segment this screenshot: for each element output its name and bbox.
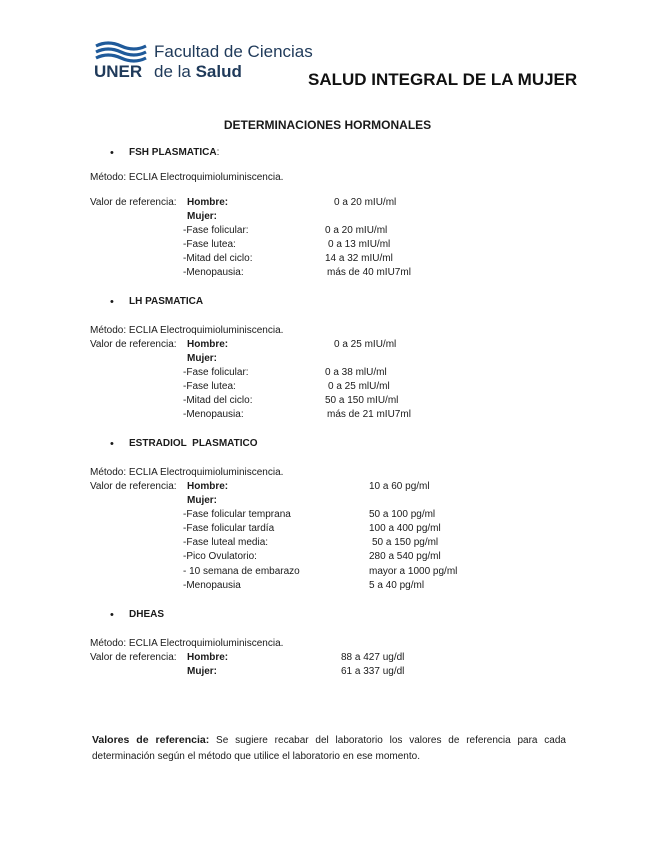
phase-value: 50 a 150 pg/ml <box>372 537 439 548</box>
phase-label: -Menopausia <box>183 580 241 591</box>
phase-value: 5 a 40 pg/ml <box>369 580 425 591</box>
phase-value: 280 a 540 pg/ml <box>369 551 441 562</box>
phase-label: -Fase folicular: <box>183 367 249 378</box>
phase-value: 0 a 38 mlU/ml <box>325 367 387 378</box>
hombre-value: 0 a 20 mIU/ml <box>334 197 397 208</box>
hormone-name-suffix: : <box>216 147 220 158</box>
waves-logo-icon <box>94 40 148 64</box>
bullet-icon: • <box>110 296 114 308</box>
phase-value: 14 a 32 mIU/ml <box>325 253 393 264</box>
reference-note <box>92 732 566 765</box>
mujer-label: Mujer: <box>187 353 217 364</box>
phase-value: 50 a 100 pg/ml <box>369 509 436 520</box>
logo-salud-line <box>154 62 242 82</box>
reference-note-label: Valores de referencia: <box>92 734 210 746</box>
hombre-label: Hombre: <box>187 652 229 663</box>
hombre-value: 0 a 25 mIU/ml <box>334 339 397 350</box>
phase-label: -Fase folicular: <box>183 225 249 236</box>
hormone-heading-dheas: DHEAS <box>129 609 165 620</box>
mujer-value: 61 a 337 ug/dl <box>341 666 405 677</box>
method-label: Método: <box>90 467 127 478</box>
mujer-label: Mujer: <box>187 495 217 506</box>
phase-label: -Pico Ovulatorio: <box>183 551 257 562</box>
phase-label: -Mitad del ciclo: <box>183 395 253 406</box>
hombre-label: Hombre: <box>187 197 229 208</box>
hombre-value: 10 a 60 pg/ml <box>369 481 430 492</box>
logo-dela-text: de la <box>154 62 196 81</box>
phase-label: - 10 semana de embarazo <box>183 566 300 577</box>
method-label: Método: <box>90 638 127 649</box>
method-value: ECLIA Electroquimioluminiscencia. <box>128 467 284 478</box>
hombre-label: Hombre: <box>187 481 229 492</box>
phase-label: -Mitad del ciclo: <box>183 253 253 264</box>
phase-value: más de 40 mIU7ml <box>327 267 411 278</box>
mujer-label: Mujer: <box>187 211 217 222</box>
phase-value: 0 a 25 mlU/ml <box>328 381 390 392</box>
method-line <box>90 467 283 478</box>
phase-label: -Fase folicular temprana <box>183 509 291 520</box>
method-value: ECLIA Electroquimioluminiscencia. <box>128 325 284 336</box>
hormone-name: FSH PLASMATICA <box>129 147 217 158</box>
hormone-heading-estradiol: ESTRADIOL PLASMATICO <box>129 438 258 449</box>
logo-uner: UNER <box>94 62 143 81</box>
section-title: DETERMINACIONES HORMONALES <box>223 118 432 132</box>
reference-label: Valor de referencia: <box>90 197 177 208</box>
hombre-value: 88 a 427 ug/dl <box>341 652 405 663</box>
bullet-icon: • <box>110 147 114 159</box>
reference-label: Valor de referencia: <box>90 481 177 492</box>
phase-label: -Fase lutea: <box>183 239 236 250</box>
mujer-label: Mujer: <box>187 666 217 677</box>
phase-label: -Fase lutea: <box>183 381 236 392</box>
hormone-heading-lh: LH PASMATICA <box>129 296 204 307</box>
phase-label: -Menopausia: <box>183 409 244 420</box>
method-line <box>90 325 283 336</box>
phase-value: 0 a 13 mIU/ml <box>328 239 391 250</box>
phase-value: 100 a 400 pg/ml <box>369 523 441 534</box>
phase-value: 0 a 20 mIU/ml <box>325 225 388 236</box>
hombre-label: Hombre: <box>187 339 229 350</box>
phase-label: -Fase folicular tardía <box>183 523 275 534</box>
reference-label: Valor de referencia: <box>90 652 177 663</box>
logo-salud-text: Salud <box>195 62 242 81</box>
uner-logo <box>94 40 324 84</box>
bullet-icon: • <box>110 438 114 450</box>
phase-value: 50 a 150 mIU/ml <box>325 395 399 406</box>
reference-note-text: Se sugiere recabar del laboratorio los valores de referencia para cada determinación según el método que utilice el laboratorio en ese momento. <box>92 735 566 762</box>
method-label: Método: <box>90 172 127 183</box>
reference-label: Valor de referencia: <box>90 339 177 350</box>
phase-value: mayor a 1000 pg/ml <box>369 566 458 577</box>
method-value: ECLIA Electroquimioluminiscencia. <box>128 172 284 183</box>
phase-value: más de 21 mIU7ml <box>327 409 411 420</box>
bullet-icon: • <box>110 609 114 621</box>
document-title: SALUD INTEGRAL DE LA MUJER <box>308 70 578 89</box>
hormone-heading-fsh <box>129 147 219 158</box>
method-label: Método: <box>90 325 127 336</box>
phase-label: -Menopausia: <box>183 267 244 278</box>
method-line <box>90 638 283 649</box>
method-value: ECLIA Electroquimioluminiscencia. <box>128 638 284 649</box>
logo-faculty-line: Facultad de Ciencias <box>154 42 313 61</box>
phase-label: -Fase luteal media: <box>183 537 269 548</box>
method-line <box>90 172 283 183</box>
